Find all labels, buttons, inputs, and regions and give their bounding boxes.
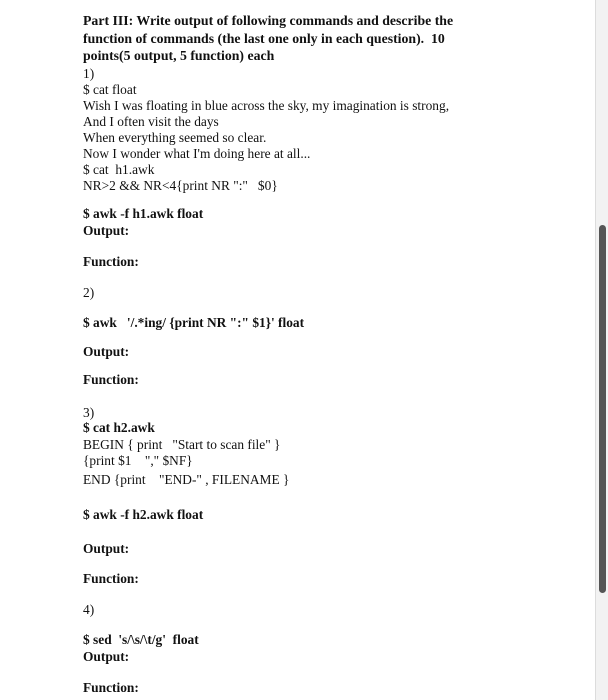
q1-awk-line: NR>2 && NR<4{print NR ":" $0}: [83, 178, 278, 193]
q1-cmd-awk: $ awk -f h1.awk float: [83, 206, 204, 221]
q3-cmd-cat-h2: $ cat h2.awk: [83, 420, 155, 435]
q2-output-label: Output:: [83, 344, 130, 359]
float-line-1: Wish I was floating in blue across the sky, my imagination is strong,: [83, 98, 450, 113]
q3-begin-line: BEGIN { print "Start to scan file" }: [83, 437, 281, 452]
q1-function-label: Function:: [83, 254, 139, 269]
scrollbar-thumb[interactable]: [599, 225, 606, 593]
q4-cmd: $ sed 's/\s/\t/g' float: [83, 632, 199, 647]
q2-cmd: $ awk '/.*ing/ {print NR ":" $1}' float: [83, 315, 305, 330]
q2-number: 2): [83, 285, 95, 300]
float-line-2: And I often visit the days: [83, 114, 219, 129]
q3-print-line: {print $1 "," $NF}: [83, 453, 193, 468]
q3-cmd-awk: $ awk -f h2.awk float: [83, 507, 204, 522]
vertical-scrollbar[interactable]: [595, 0, 608, 700]
q4-function-label: Function:: [83, 680, 139, 695]
q3-output-label: Output:: [83, 541, 130, 556]
q3-end-line: END {print "END-" , FILENAME }: [83, 472, 290, 487]
q1-cmd-cat-h1: $ cat h1.awk: [83, 162, 155, 177]
q3-number: 3): [83, 405, 95, 420]
q4-number: 4): [83, 602, 95, 617]
heading-line-2: function of commands (the last one only in each question). 10: [83, 31, 445, 46]
q3-function-label: Function:: [83, 571, 139, 586]
heading-line-1: Part III: Write output of following commands and describe the: [83, 13, 454, 28]
q1-output-label: Output:: [83, 223, 130, 238]
q1-cmd-cat-float: $ cat float: [83, 82, 137, 97]
q4-output-label: Output:: [83, 649, 130, 664]
heading-line-3: points(5 output, 5 function) each: [83, 48, 275, 63]
float-line-3: When everything seemed so clear.: [83, 130, 267, 145]
float-line-4: Now I wonder what I'm doing here at all...: [83, 146, 311, 161]
q1-number: 1): [83, 66, 95, 81]
q2-function-label: Function:: [83, 372, 139, 387]
